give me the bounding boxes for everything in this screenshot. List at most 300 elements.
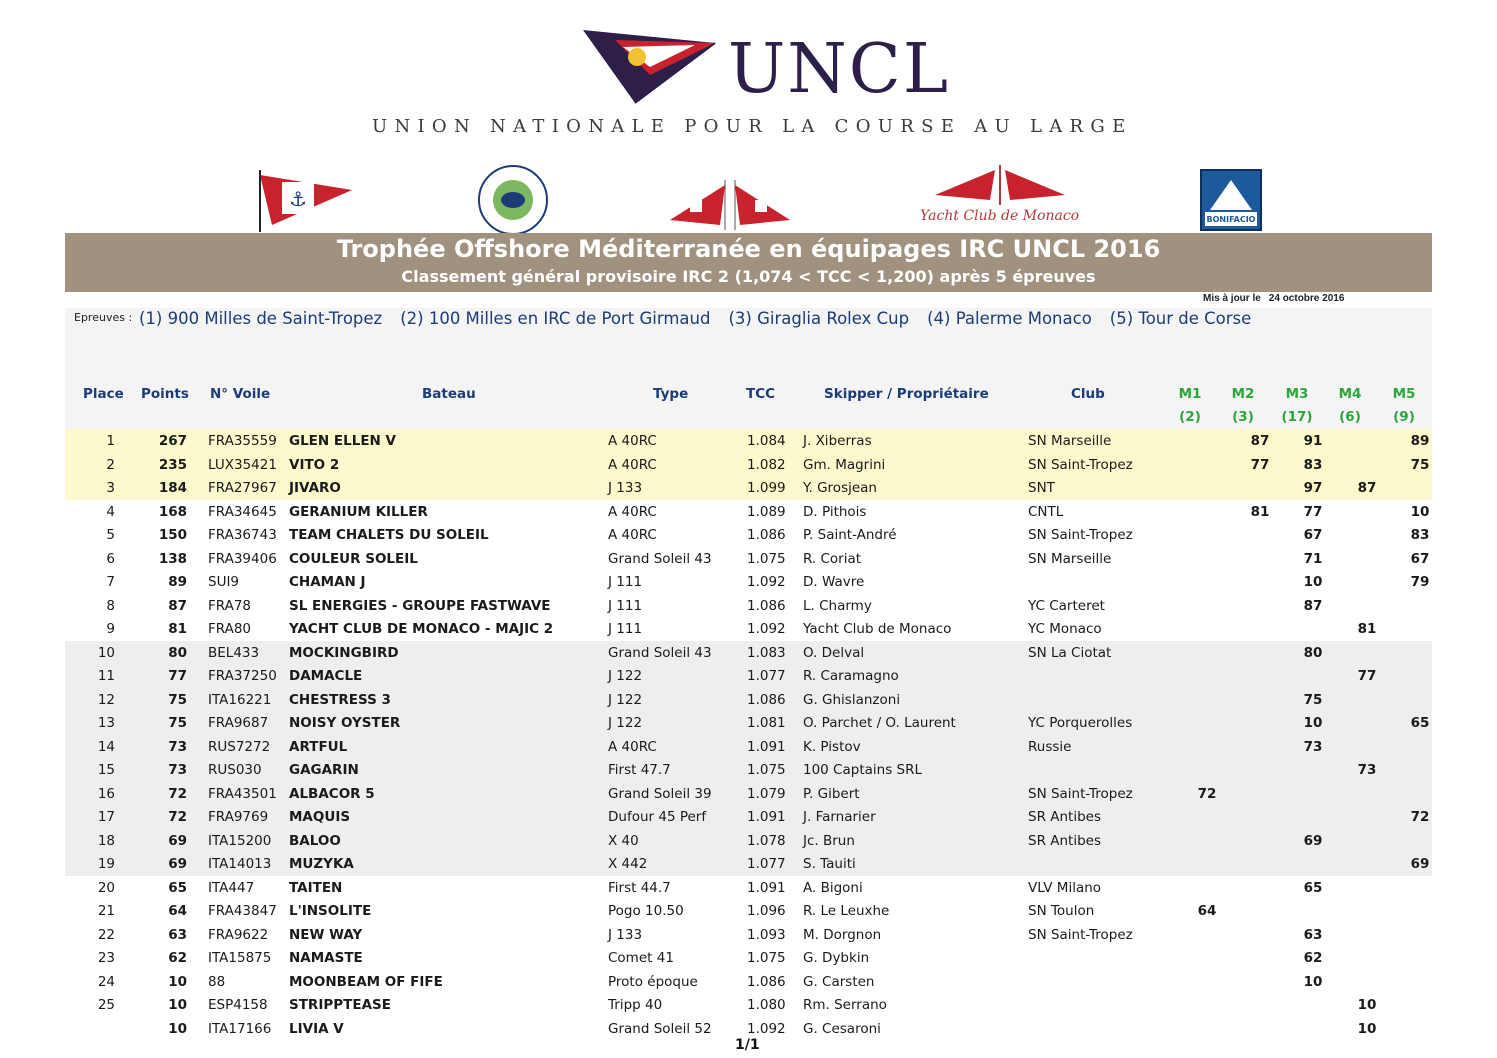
cell-tcc: 1.086 <box>747 527 786 543</box>
header-m5-count: (9) <box>1393 409 1415 425</box>
cell-boat: VITO 2 <box>289 456 340 473</box>
cell-points: 267 <box>158 433 187 449</box>
cell-tcc: 1.091 <box>747 809 786 825</box>
cell-m3: 97 <box>1303 480 1323 496</box>
cell-tcc: 1.091 <box>747 738 786 755</box>
cell-club: SN Saint-Tropez <box>1028 785 1133 802</box>
cell-sail: BEL433 <box>208 644 260 661</box>
cell-club: SN Saint-Tropez <box>1028 456 1133 473</box>
cell-club: SR Antibes <box>1028 809 1101 825</box>
cell-place: 2 <box>106 456 115 473</box>
cell-sail: FRA43501 <box>208 785 277 802</box>
table-row <box>65 923 1432 947</box>
cell-place: 3 <box>106 480 115 496</box>
cell-sail: FRA37250 <box>208 668 277 684</box>
page-title: Trophée Offshore Méditerranée en équipages IRC UNCL 2016 <box>336 235 1161 263</box>
table-row <box>65 946 1432 970</box>
table-row <box>65 429 1432 453</box>
cell-m5: 83 <box>1410 527 1430 543</box>
cell-points: 72 <box>168 785 187 802</box>
table-row <box>65 664 1432 688</box>
cell-club: YC Monaco <box>1028 621 1102 637</box>
cell-sail: FRA34645 <box>208 503 277 520</box>
cell-club: YC Porquerolles <box>1028 715 1133 731</box>
cell-type: J 133 <box>608 926 643 943</box>
cell-club: YC Carteret <box>1028 597 1105 614</box>
cell-tcc: 1.099 <box>747 480 786 496</box>
cell-boat: BALOO <box>289 832 341 849</box>
cell-place: 19 <box>97 856 115 872</box>
table-row <box>65 711 1432 735</box>
cell-boat: YACHT CLUB DE MONACO - MAJIC 2 <box>289 621 554 637</box>
cell-m5: 79 <box>1410 574 1430 590</box>
table-row <box>65 641 1432 665</box>
cell-m3: 10 <box>1303 574 1323 590</box>
cell-tcc: 1.091 <box>747 879 786 896</box>
cell-points: 62 <box>168 950 187 966</box>
cell-points: 89 <box>168 574 187 590</box>
cell-skipper: G. Cesaroni <box>803 1020 881 1037</box>
cell-type: Proto époque <box>608 973 698 990</box>
cell-boat: NAMASTE <box>289 950 363 966</box>
cell-points: 10 <box>168 973 187 990</box>
cell-points: 77 <box>168 668 187 684</box>
table-row <box>65 805 1432 829</box>
cell-m3: 80 <box>1303 644 1323 661</box>
header-m4-count: (6) <box>1339 409 1361 425</box>
table-row <box>65 500 1432 524</box>
epreuve-1: (1) 900 Milles de Saint-Tropez <box>139 309 383 328</box>
cell-skipper: G. Dybkin <box>803 950 870 966</box>
epreuves-label: Epreuves : <box>74 311 133 324</box>
cell-m3: 77 <box>1303 503 1323 520</box>
cell-skipper: J. Farnarier <box>803 809 876 825</box>
cell-place: 13 <box>97 715 115 731</box>
cell-club: SR Antibes <box>1028 832 1101 849</box>
cell-m3: 10 <box>1303 973 1323 990</box>
cell-place: 15 <box>97 762 115 778</box>
header-club: Club <box>1071 386 1105 402</box>
cell-points: 65 <box>168 879 187 896</box>
cell-club: SNT <box>1028 480 1055 496</box>
cell-type: J 122 <box>608 691 643 708</box>
cell-type: Tripp 40 <box>608 997 663 1013</box>
cell-boat: MAQUIS <box>289 809 351 825</box>
cell-sail: RUS7272 <box>208 738 271 755</box>
table-row <box>65 876 1432 900</box>
cell-tcc: 1.079 <box>747 785 786 802</box>
cell-points: 80 <box>168 644 187 661</box>
cell-boat: ARTFUL <box>289 738 348 755</box>
cell-sail: SUI9 <box>208 574 240 590</box>
cell-place: 10 <box>97 644 115 661</box>
header-skipper: Skipper / Propriétaire <box>824 386 989 402</box>
cell-type: A 40RC <box>608 527 657 543</box>
cell-points: 150 <box>158 527 187 543</box>
cell-place: 21 <box>97 903 115 919</box>
bonifacio-tour-de-corse-logo <box>1200 160 1262 240</box>
updated-date: 24 octobre 2016 <box>1268 293 1345 304</box>
cell-place: 11 <box>97 668 115 684</box>
cell-boat: CHAMAN J <box>289 574 366 590</box>
svg-text:⚓: ⚓ <box>289 187 307 211</box>
cell-type: Dufour 45 Perf <box>608 809 707 825</box>
cell-sail: ITA15200 <box>208 832 272 849</box>
cell-points: 138 <box>158 550 187 567</box>
cell-club: SN La Ciotat <box>1028 644 1112 661</box>
bonifacio-text: BONIFACIO <box>1206 215 1256 224</box>
cell-club: SN Saint-Tropez <box>1028 926 1133 943</box>
cell-type: Grand Soleil 43 <box>608 550 712 567</box>
epreuve-2: (2) 100 Milles en IRC de Port Girmaud <box>400 309 711 328</box>
cell-skipper: S. Tauiti <box>803 856 856 872</box>
epreuve-3: (3) Giraglia Rolex Cup <box>728 309 910 328</box>
table-row <box>65 570 1432 594</box>
cell-place: 1 <box>106 433 115 449</box>
cell-m5: 75 <box>1410 456 1430 473</box>
cell-m3: 91 <box>1303 433 1323 449</box>
cell-m5: 89 <box>1410 433 1430 449</box>
header-sail: N° Voile <box>210 386 271 402</box>
cell-boat: GERANIUM KILLER <box>289 503 428 520</box>
cell-place: 6 <box>106 550 115 567</box>
partner-flag-anchor-logo <box>252 160 362 240</box>
cell-place: 22 <box>97 926 115 943</box>
cell-type: A 40RC <box>608 433 657 449</box>
header-place: Place <box>83 386 124 402</box>
cell-m5: 72 <box>1410 809 1430 825</box>
cell-sail: FRA43847 <box>208 903 277 919</box>
cell-type: J 122 <box>608 668 643 684</box>
cell-type: Grand Soleil 39 <box>608 785 712 802</box>
cell-tcc: 1.086 <box>747 691 786 708</box>
cell-skipper: D. Wavre <box>803 574 865 590</box>
header-m2: M2 <box>1231 386 1255 402</box>
cell-skipper: L. Charmy <box>803 597 872 614</box>
cell-type: A 40RC <box>608 738 657 755</box>
cell-boat: GLEN ELLEN V <box>289 433 396 449</box>
cell-points: 64 <box>168 903 187 919</box>
cell-tcc: 1.083 <box>747 644 786 661</box>
cell-tcc: 1.092 <box>747 621 786 637</box>
cell-type: J 122 <box>608 715 643 731</box>
cell-skipper: O. Parchet / O. Laurent <box>803 715 956 731</box>
cell-skipper: M. Dorgnon <box>803 926 882 943</box>
epreuves-list <box>139 309 1269 328</box>
table-row <box>65 453 1432 477</box>
table-row <box>65 758 1432 782</box>
cell-sail: FRA78 <box>208 597 252 614</box>
cell-type: X 442 <box>608 856 648 872</box>
cell-place: 23 <box>97 950 115 966</box>
header-m1-count: (2) <box>1179 409 1201 425</box>
cell-points: 75 <box>168 691 187 708</box>
cell-skipper: Y. Grosjean <box>803 480 877 496</box>
table-row <box>65 829 1432 853</box>
cell-boat: COULEUR SOLEIL <box>289 550 418 567</box>
cell-place: 24 <box>97 973 115 990</box>
cell-skipper: K. Pistov <box>803 738 861 755</box>
table-row <box>65 899 1432 923</box>
cell-sail: ITA447 <box>208 879 255 896</box>
table-row <box>65 523 1432 547</box>
cell-m5: 65 <box>1410 715 1430 731</box>
cell-sail: ITA15875 <box>208 950 272 966</box>
cell-tcc: 1.082 <box>747 456 786 473</box>
cell-points: 81 <box>168 621 187 637</box>
cell-m1: 64 <box>1197 903 1217 919</box>
yacht-club-de-monaco-logo <box>915 160 1085 240</box>
table-row <box>65 547 1432 571</box>
cell-points: 184 <box>158 480 187 496</box>
cell-points: 73 <box>168 762 187 778</box>
cell-tcc: 1.080 <box>747 997 786 1013</box>
cell-skipper: 100 Captains SRL <box>803 762 922 778</box>
cell-m3: 83 <box>1303 456 1323 473</box>
header-m3: M3 <box>1285 386 1309 402</box>
cell-tcc: 1.078 <box>747 832 786 849</box>
cell-club: VLV Milano <box>1028 879 1102 896</box>
cell-boat: CHESTRESS 3 <box>289 691 391 708</box>
epreuve-4: (4) Palerme Monaco <box>927 309 1092 328</box>
cell-m1: 72 <box>1197 785 1217 802</box>
cell-sail: FRA27967 <box>208 480 277 496</box>
cell-points: 10 <box>168 1020 187 1037</box>
cell-type: J 111 <box>608 621 643 637</box>
table-row <box>65 735 1432 759</box>
cell-sail: ESP4158 <box>208 997 268 1013</box>
cell-type: Comet 41 <box>608 950 674 966</box>
cell-boat: NEW WAY <box>289 926 363 943</box>
cell-m3: 69 <box>1303 832 1323 849</box>
cell-m4: 10 <box>1357 997 1377 1013</box>
cell-skipper: R. Caramagno <box>803 668 899 684</box>
cell-type: Pogo 10.50 <box>608 903 684 919</box>
cell-boat: ALBACOR 5 <box>289 785 375 802</box>
cell-m5: 69 <box>1410 856 1430 872</box>
cell-tcc: 1.081 <box>747 715 786 731</box>
header-points: Points <box>141 386 189 402</box>
cell-m3: 62 <box>1303 950 1323 966</box>
header-m5: M5 <box>1392 386 1416 402</box>
cell-type: Grand Soleil 52 <box>608 1020 712 1037</box>
uncl-wordmark: UNCL <box>728 30 950 109</box>
cell-skipper: P. Saint-André <box>803 527 897 543</box>
cell-type: First 44.7 <box>608 879 671 896</box>
cell-place: 18 <box>97 832 115 849</box>
cell-sail: FRA9769 <box>208 809 269 825</box>
cell-m3: 67 <box>1303 527 1323 543</box>
cell-m5: 10 <box>1410 503 1430 520</box>
cell-points: 235 <box>158 456 187 473</box>
cell-skipper: Yacht Club de Monaco <box>803 621 952 637</box>
cell-type: A 40RC <box>608 456 657 473</box>
header-type: Type <box>653 386 689 402</box>
cell-skipper: P. Gibert <box>803 785 860 802</box>
cell-type: J 133 <box>608 480 643 496</box>
cell-club: CNTL <box>1028 503 1064 520</box>
table-row <box>65 594 1432 618</box>
cell-sail: FRA35559 <box>208 433 277 449</box>
cell-points: 87 <box>168 597 187 614</box>
cell-points: 69 <box>168 856 187 872</box>
cell-m4: 87 <box>1357 480 1377 496</box>
cell-boat: SL ENERGIES - GROUPE FASTWAVE <box>289 597 551 614</box>
cell-club: SN Marseille <box>1028 550 1112 567</box>
cell-place: 9 <box>106 621 115 637</box>
cell-m3: 87 <box>1303 597 1323 614</box>
cell-skipper: R. Coriat <box>803 550 862 567</box>
cell-place: 25 <box>97 997 115 1013</box>
cell-sail: FRA39406 <box>208 550 277 567</box>
ycm-caption: Yacht Club de Monaco <box>920 208 1080 224</box>
cell-boat: JIVARO <box>289 480 341 496</box>
cell-points: 69 <box>168 832 187 849</box>
cell-m4: 10 <box>1357 1020 1377 1037</box>
cell-points: 73 <box>168 738 187 755</box>
cell-boat: GAGARIN <box>289 762 359 778</box>
cell-tcc: 1.092 <box>747 1020 786 1037</box>
cell-m2: 77 <box>1250 456 1270 473</box>
cell-m4: 73 <box>1357 762 1377 778</box>
table-row <box>65 476 1432 500</box>
cell-place: 5 <box>106 527 115 543</box>
cell-m2: 81 <box>1250 503 1270 520</box>
cell-boat: TAITEN <box>289 879 343 896</box>
cell-boat: MOONBEAM OF FIFE <box>289 973 443 990</box>
cell-sail: FRA9622 <box>208 926 269 943</box>
cell-sail: ITA14013 <box>208 856 272 872</box>
cell-club: SN Toulon <box>1028 903 1095 919</box>
table-row <box>65 970 1432 994</box>
updated-stamp <box>1203 293 1352 304</box>
cell-m3: 73 <box>1303 738 1323 755</box>
cell-m3: 63 <box>1303 926 1323 943</box>
cell-points: 10 <box>168 997 187 1013</box>
cell-skipper: D. Pithois <box>803 503 867 520</box>
cell-skipper: J. Xiberras <box>803 433 872 449</box>
table-row <box>65 852 1432 876</box>
cell-boat: NOISY OYSTER <box>289 715 401 731</box>
cell-skipper: G. Ghislanzoni <box>803 691 901 708</box>
cell-tcc: 1.096 <box>747 903 786 919</box>
cell-tcc: 1.084 <box>747 433 786 449</box>
epreuve-5: (5) Tour de Corse <box>1109 309 1252 328</box>
cell-sail: FRA36743 <box>208 527 277 543</box>
cell-place: 12 <box>97 691 115 708</box>
cell-skipper: Gm. Magrini <box>803 456 886 473</box>
cell-sail: ITA17166 <box>208 1020 272 1037</box>
cell-boat: L'INSOLITE <box>289 903 372 919</box>
cell-m5: 67 <box>1410 550 1430 567</box>
cell-tcc: 1.075 <box>747 950 786 966</box>
table-row <box>65 617 1432 641</box>
cell-m4: 77 <box>1357 668 1377 684</box>
header-tcc: TCC <box>746 386 776 402</box>
cell-m3: 75 <box>1303 691 1323 708</box>
cell-type: X 40 <box>608 832 639 849</box>
cell-boat: TEAM CHALETS DU SOLEIL <box>289 527 489 543</box>
cell-sail: FRA9687 <box>208 715 269 731</box>
header-m2-count: (3) <box>1232 409 1254 425</box>
cell-points: 63 <box>168 926 187 943</box>
port-grimaud-logo <box>468 160 558 240</box>
header-m1: M1 <box>1178 386 1202 402</box>
cell-m2: 87 <box>1250 433 1270 449</box>
cell-skipper: Jc. Brun <box>803 832 855 849</box>
cell-tcc: 1.077 <box>747 668 786 684</box>
partner-flags-logo <box>665 160 795 240</box>
page-subtitle: Classement général provisoire IRC 2 (1,074 < TCC < 1,200) après 5 épreuves <box>401 267 1096 286</box>
cell-skipper: R. Le Leuxhe <box>803 903 890 919</box>
table-row <box>65 688 1432 712</box>
table-row <box>65 782 1432 806</box>
cell-skipper: Rm. Serrano <box>803 997 887 1013</box>
cell-tcc: 1.075 <box>747 762 786 778</box>
cell-tcc: 1.086 <box>747 973 786 990</box>
cell-m3: 10 <box>1303 715 1323 731</box>
cell-boat: MUZYKA <box>289 856 354 872</box>
cell-club: SN Marseille <box>1028 433 1112 449</box>
cell-place: 17 <box>97 809 115 825</box>
cell-place: 8 <box>106 597 115 614</box>
cell-sail: FRA80 <box>208 621 252 637</box>
cell-tcc: 1.089 <box>747 503 786 520</box>
cell-sail: LUX35421 <box>208 456 277 473</box>
table-row <box>65 993 1432 1017</box>
page-number: 1/1 <box>735 1037 760 1053</box>
cell-sail: ITA16221 <box>208 691 272 708</box>
updated-label: Mis à jour le <box>1203 293 1261 304</box>
cell-place: 16 <box>97 785 115 802</box>
header-m3-count: (17) <box>1281 409 1313 425</box>
cell-skipper: G. Carsten <box>803 973 875 990</box>
header-m4: M4 <box>1338 386 1362 402</box>
cell-boat: STRIPPTEASE <box>289 997 391 1013</box>
cell-club: Russie <box>1028 738 1072 755</box>
cell-sail: 88 <box>208 973 226 990</box>
cell-m3: 65 <box>1303 879 1323 896</box>
cell-type: A 40RC <box>608 503 657 520</box>
cell-skipper: O. Delval <box>803 644 865 661</box>
cell-place: 14 <box>97 738 115 755</box>
cell-skipper: A. Bigoni <box>803 879 863 896</box>
cell-tcc: 1.093 <box>747 926 786 943</box>
cell-m4: 81 <box>1357 621 1377 637</box>
cell-m3: 71 <box>1303 550 1323 567</box>
cell-place: 7 <box>106 574 115 590</box>
cell-tcc: 1.075 <box>747 550 786 567</box>
cell-points: 72 <box>168 809 187 825</box>
cell-type: J 111 <box>608 597 643 614</box>
cell-boat: LIVIA V <box>289 1020 344 1037</box>
cell-type: Grand Soleil 43 <box>608 644 712 661</box>
header-boat: Bateau <box>422 386 476 402</box>
cell-club: SN Saint-Tropez <box>1028 527 1133 543</box>
cell-tcc: 1.077 <box>747 856 786 872</box>
cell-boat: MOCKINGBIRD <box>289 644 399 661</box>
cell-tcc: 1.092 <box>747 574 786 590</box>
uncl-full-name: UNION NATIONALE POUR LA COURSE AU LARGE <box>372 116 1133 137</box>
cell-boat: DAMACLE <box>289 668 363 684</box>
cell-type: First 47.7 <box>608 762 671 778</box>
cell-tcc: 1.086 <box>747 597 786 614</box>
cell-type: J 111 <box>608 574 643 590</box>
cell-place: 20 <box>97 879 115 896</box>
cell-points: 75 <box>168 715 187 731</box>
cell-place: 4 <box>106 503 115 520</box>
cell-sail: RUS030 <box>208 762 262 778</box>
